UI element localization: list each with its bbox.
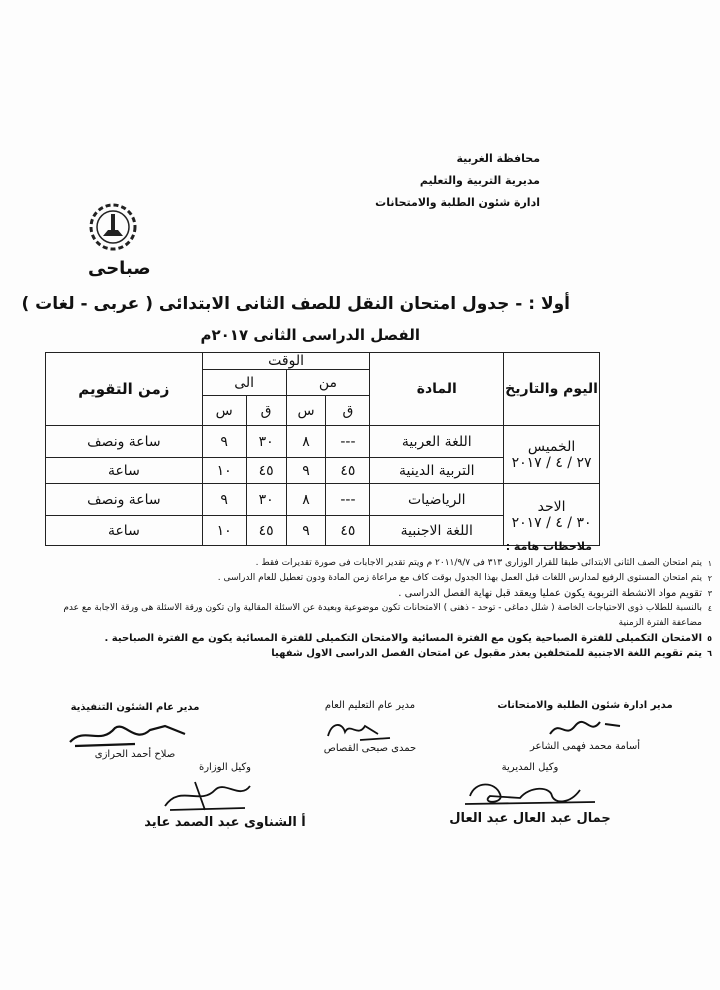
from-hour-cell: ٨ [286, 426, 326, 458]
note-text: يتم امتحان المستوى الرفيع لمدارس اللغات قبل العمل بهذا الجدول بوقت كاف مع مراعاة زمن المادة ودون تعطيل للعام الدراسى . [217, 573, 702, 583]
header-subject: المادة [370, 353, 504, 426]
header-from: من [286, 370, 370, 396]
to-hour-cell: ٩ [202, 484, 246, 516]
note-number: ٣ [707, 589, 712, 598]
signature-block-students-affairs [490, 700, 680, 752]
signature-title: مدير عام الشئون التنفيذية [70, 702, 200, 713]
to-min-cell: ٣٠ [246, 484, 286, 516]
handwritten-signature-icon [460, 776, 600, 808]
header-to-min: ق [246, 396, 286, 426]
note-number: ٦ [707, 649, 712, 658]
note-item [60, 631, 712, 646]
note-text: يتم امتحان الصف الثانى الابتدائى طبقا للقرار الوزارى ٣١٣ فى ٢٠١١/٩/٧ م ويتم تقدير الاجابات فى صورة تقديرات فقط . [255, 558, 702, 568]
note-item [60, 571, 712, 586]
notes-list [60, 556, 712, 661]
signature-block-general-education [285, 700, 455, 754]
from-min-cell: ٤٥ [326, 458, 370, 484]
department-line: ادارة شئون الطلبة والامتحانات [375, 196, 540, 209]
gear-logo-icon [78, 196, 148, 258]
header-time: الوقت [202, 353, 370, 370]
signature-name: أ الشناوى عبد الصمد عايد [144, 815, 306, 830]
signature-name: أسامة محمد فهمى الشاعر [529, 741, 641, 752]
day-date-cell [504, 484, 600, 546]
header-duration: زمن التقويم [46, 353, 203, 426]
header-day-date: اليوم والتاريخ [504, 353, 600, 426]
notes-title: ملاحظات هامة : [505, 540, 592, 553]
signature-block-executive-affairs [55, 702, 215, 760]
handwritten-signature-icon [65, 716, 195, 750]
note-number: ٥ [707, 634, 712, 643]
note-text: تقويم مواد الانشطة التربوية يكون عمليا ويعقد قبل نهاية الفصل الدراسى . [398, 588, 702, 599]
duration-cell: ساعة [46, 458, 203, 484]
document-header [320, 148, 540, 214]
term-title: الفصل الدراسى الثانى ٢٠١٧م [200, 326, 420, 344]
from-hour-cell: ٨ [286, 484, 326, 516]
from-hour-cell: ٩ [286, 458, 326, 484]
note-text: بالنسبة للطلاب ذوى الاحتياجات الخاصة ( شلل دماغى - توحد - ذهنى ) الامتحانات تكون موضوعية وبعيدة عن الاسئلة المقالية وان تكون ورقة الاسئلة هى ورقة الاجابة مع عدم مضاعفة الفترة الزمنية [63, 603, 702, 628]
handwritten-signature-icon [320, 714, 400, 744]
day-date-cell [504, 426, 600, 484]
signature-block-directorate-deputy [400, 762, 660, 826]
signature-name: صلاح أحمد الحرازى [94, 749, 176, 760]
from-min-cell: ٤٥ [326, 516, 370, 546]
to-min-cell: ٣٠ [246, 426, 286, 458]
from-hour-cell: ٩ [286, 516, 326, 546]
signature-title: وكيل الوزارة [198, 762, 252, 773]
subject-cell: التربية الدينية [370, 458, 504, 484]
note-number: ٤ [707, 604, 712, 613]
date-label: ٢٧ / ٤ / ٢٠١٧ [511, 454, 592, 471]
from-min-cell: --- [326, 484, 370, 516]
to-min-cell: ٤٥ [246, 516, 286, 546]
signature-block-ministry-deputy [115, 762, 335, 830]
subject-cell: اللغة العربية [370, 426, 504, 458]
exam-schedule-table [45, 352, 600, 546]
document-title: أولا : - جدول امتحان النقل للصف الثانى الابتدائى ( عربى - لغات ) [21, 294, 570, 314]
logo-text: صباحى [88, 258, 151, 279]
note-text: الامتحان التكميلى للفترة الصباحية يكون مع الفترة المسائية والامتحان التكميلى للفترة المسائية يكون مع الفترة الصباحية . [104, 633, 702, 644]
governorate-line: محافظة الغربية [456, 152, 540, 165]
signature-name: جمال عبد العال عبد العال [449, 811, 611, 826]
to-hour-cell: ٩ [202, 426, 246, 458]
duration-cell: ساعة [46, 516, 203, 546]
header-from-min: ق [326, 396, 370, 426]
date-label: ٣٠ / ٤ / ٢٠١٧ [511, 514, 592, 531]
table-row [46, 426, 600, 458]
signature-title: وكيل المديرية [501, 762, 559, 773]
day-label: الخميس [527, 438, 576, 455]
note-item [60, 556, 712, 571]
note-number: ٢ [707, 574, 712, 583]
to-hour-cell: ١٠ [202, 458, 246, 484]
note-item [60, 586, 712, 601]
signature-name: حمدى صبحى القصاص [323, 743, 417, 754]
note-item [60, 646, 712, 661]
day-label: الاحد [537, 498, 566, 515]
note-item [60, 601, 712, 631]
table-row [46, 484, 600, 516]
header-to: الى [202, 370, 286, 396]
to-min-cell: ٤٥ [246, 458, 286, 484]
duration-cell: ساعة ونصف [46, 484, 203, 516]
note-text: يتم تقويم اللغة الاجنبية للمتخلفين بعذر مقبول عن امتحان الفصل الدراسى الاول شفهيا [271, 648, 702, 659]
header-to-hour: س [202, 396, 246, 426]
to-hour-cell: ١٠ [202, 516, 246, 546]
directorate-line: مديرية التربية والتعليم [419, 174, 540, 187]
subject-cell: اللغة الاجنبية [370, 516, 504, 546]
handwritten-signature-icon [545, 714, 625, 742]
header-from-hour: س [286, 396, 326, 426]
handwritten-signature-icon [155, 776, 265, 814]
signature-title: مدير عام التعليم العام [324, 700, 416, 711]
duration-cell: ساعة ونصف [46, 426, 203, 458]
subject-cell: الرياضيات [370, 484, 504, 516]
signature-title: مدير ادارة شئون الطلبة والامتحانات [497, 700, 673, 711]
note-number: ١ [707, 559, 712, 568]
from-min-cell: --- [326, 426, 370, 458]
